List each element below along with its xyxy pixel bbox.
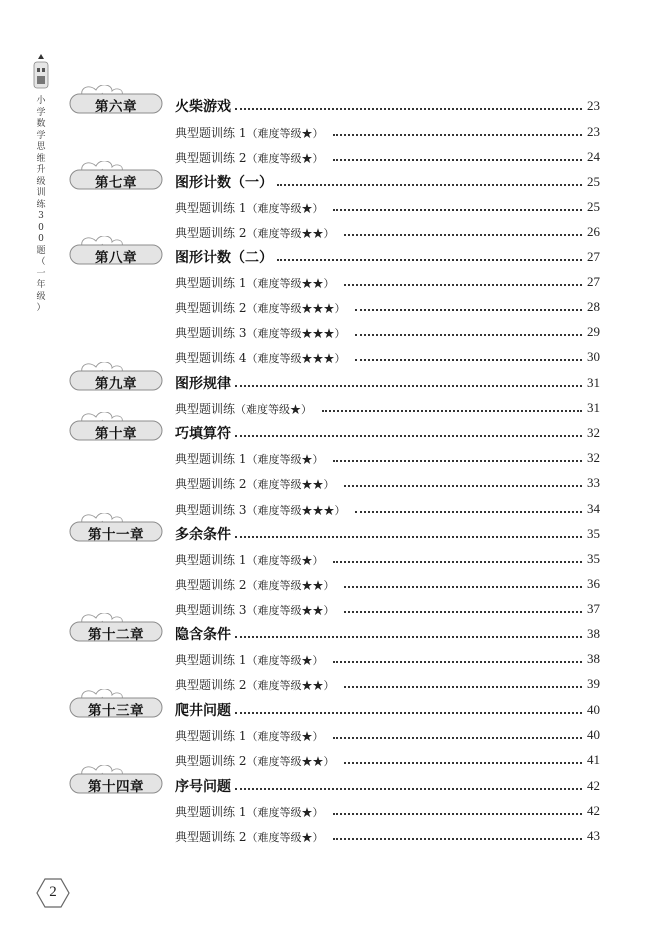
page-number: 2 [49, 884, 57, 900]
section-entry[interactable] [175, 751, 600, 769]
difficulty-rating: （难度等级★★★） [246, 301, 346, 315]
chapter-page: 31 [587, 375, 600, 390]
difficulty-rating: （难度等级★） [246, 729, 324, 743]
chapter-page: 25 [587, 174, 600, 189]
chapter-entry[interactable] [175, 701, 600, 719]
section-title: 典型题训练 2 [175, 753, 247, 768]
chapter-number: 第十三章 [88, 703, 144, 719]
section-entry[interactable] [175, 123, 600, 141]
chapter-number: 第十四章 [88, 779, 144, 795]
difficulty-rating: （难度等级★★★） [246, 351, 346, 365]
section-page: 30 [587, 349, 600, 364]
difficulty-rating: （难度等级★★★） [246, 326, 346, 340]
chapter-title: 巧填算符 [175, 426, 231, 442]
section-title: 典型题训练 2 [175, 829, 247, 844]
section-page: 24 [587, 149, 600, 164]
page-number-badge [36, 878, 70, 908]
section-page: 41 [587, 752, 600, 767]
dot-leader [235, 536, 582, 538]
dot-leader [333, 661, 582, 663]
difficulty-rating: （难度等级★★★） [246, 503, 346, 517]
section-page: 28 [587, 299, 600, 314]
chapter-badge [68, 85, 164, 115]
dot-leader [333, 209, 582, 211]
section-page: 27 [587, 274, 600, 289]
dot-leader [344, 611, 582, 613]
section-title: 典型题训练 1 [175, 552, 247, 567]
section-entry[interactable] [175, 575, 600, 593]
dot-leader [344, 686, 582, 688]
section-page: 36 [587, 576, 600, 591]
section-page: 40 [587, 727, 600, 742]
section-title: 典型题训练 1 [175, 451, 247, 466]
section-title: 典型题训练 1 [175, 804, 247, 819]
dot-leader [235, 788, 582, 790]
section-entry[interactable] [175, 827, 600, 845]
chapter-entry[interactable] [175, 525, 600, 543]
series-title: 小 学 数 学 思 维 升 级 训 练 3 0 0 题 （ 一 年 级 ） [36, 96, 46, 313]
difficulty-rating: （难度等级★） [235, 402, 313, 416]
section-page: 25 [587, 199, 600, 214]
section-entry[interactable] [175, 802, 600, 820]
section-entry[interactable] [175, 223, 600, 241]
section-page: 35 [587, 551, 600, 566]
chapter-number: 第六章 [95, 99, 137, 115]
section-entry[interactable] [175, 148, 600, 166]
difficulty-rating: （难度等级★） [246, 126, 324, 140]
chapter-title: 序号问题 [175, 779, 231, 795]
section-page: 33 [587, 475, 600, 490]
section-title: 典型题训练 3 [175, 602, 247, 617]
section-page: 43 [587, 828, 600, 843]
section-entry[interactable] [175, 449, 600, 467]
chapter-entry[interactable] [175, 424, 600, 442]
section-title: 典型题训练 2 [175, 577, 247, 592]
dot-leader [344, 586, 582, 588]
difficulty-rating: （难度等级★） [246, 151, 324, 165]
chapter-entry[interactable] [175, 625, 600, 643]
difficulty-rating: （难度等级★★） [246, 578, 335, 592]
dot-leader [277, 259, 582, 261]
chapter-title: 多余条件 [175, 527, 231, 543]
section-entry[interactable] [175, 273, 600, 291]
section-page: 39 [587, 676, 600, 691]
dot-leader [333, 737, 582, 739]
section-entry[interactable] [175, 550, 600, 568]
chapter-badge [68, 613, 164, 643]
section-entry[interactable] [175, 650, 600, 668]
dot-leader [333, 838, 582, 840]
section-entry[interactable] [175, 298, 600, 316]
chapter-entry[interactable] [175, 248, 600, 266]
section-title: 典型题训练 3 [175, 502, 247, 517]
section-title: 典型题训练 3 [175, 325, 247, 340]
chapter-badge [68, 689, 164, 719]
chapter-badge [68, 412, 164, 442]
series-logo-icon [33, 54, 49, 92]
difficulty-rating: （难度等级★★） [246, 477, 335, 491]
section-title: 典型题训练 1 [175, 275, 247, 290]
section-title: 典型题训练 2 [175, 150, 247, 165]
section-title: 典型题训练 1 [175, 125, 247, 140]
chapter-number: 第十一章 [88, 527, 144, 543]
dot-leader [355, 359, 582, 361]
difficulty-rating: （难度等级★） [246, 830, 324, 844]
section-title: 典型题训练 1 [175, 652, 247, 667]
difficulty-rating: （难度等级★★） [246, 754, 335, 768]
section-title: 典型题训练 2 [175, 300, 247, 315]
chapter-page: 40 [587, 702, 600, 717]
difficulty-rating: （难度等级★★） [246, 603, 335, 617]
section-page: 38 [587, 651, 600, 666]
dot-leader [344, 234, 582, 236]
dot-leader [235, 108, 582, 110]
section-entry[interactable] [175, 198, 600, 216]
section-title: 典型题训练 2 [175, 677, 247, 692]
section-page: 26 [587, 224, 600, 239]
chapter-page: 23 [587, 98, 600, 113]
chapter-title: 图形计数（二） [175, 250, 273, 266]
dot-leader [277, 184, 582, 186]
dot-leader [235, 636, 582, 638]
chapter-title: 图形计数（一） [175, 175, 273, 191]
chapter-entry[interactable] [175, 374, 600, 392]
section-page: 29 [587, 324, 600, 339]
section-entry[interactable] [175, 675, 600, 693]
difficulty-rating: （难度等级★★） [246, 276, 335, 290]
difficulty-rating: （难度等级★） [246, 653, 324, 667]
section-entry[interactable] [175, 500, 600, 518]
dot-leader [333, 813, 582, 815]
dot-leader [355, 309, 582, 311]
dot-leader [235, 435, 582, 437]
chapter-number: 第十二章 [88, 627, 144, 643]
dot-leader [333, 561, 582, 563]
chapter-page: 27 [587, 249, 600, 264]
dot-leader [344, 284, 582, 286]
section-page: 31 [587, 400, 600, 415]
dot-leader [344, 762, 582, 764]
section-page: 42 [587, 803, 600, 818]
chapter-page: 38 [587, 626, 600, 641]
dot-leader [344, 485, 582, 487]
dot-leader [333, 460, 582, 462]
chapter-number: 第九章 [95, 376, 137, 392]
chapter-title: 爬井问题 [175, 703, 231, 719]
chapter-entry[interactable] [175, 97, 600, 115]
section-entry[interactable] [175, 323, 600, 341]
chapter-badge [68, 362, 164, 392]
chapter-badge [68, 161, 164, 191]
difficulty-rating: （难度等级★★） [246, 678, 335, 692]
section-title: 典型题训练 [175, 401, 236, 416]
section-entry[interactable] [175, 474, 600, 492]
section-entry[interactable] [175, 600, 600, 618]
chapter-page: 32 [587, 425, 600, 440]
difficulty-rating: （难度等级★） [246, 805, 324, 819]
chapter-number: 第七章 [95, 175, 137, 191]
difficulty-rating: （难度等级★） [246, 452, 324, 466]
section-entry[interactable] [175, 348, 600, 366]
chapter-number: 第八章 [95, 250, 137, 266]
section-page: 37 [587, 601, 600, 616]
section-page: 23 [587, 124, 600, 139]
chapter-number: 第十章 [95, 426, 137, 442]
section-title: 典型题训练 4 [175, 350, 247, 365]
section-page: 34 [587, 501, 600, 516]
section-title: 典型题训练 2 [175, 225, 247, 240]
chapter-page: 42 [587, 778, 600, 793]
section-page: 32 [587, 450, 600, 465]
chapter-title: 隐含条件 [175, 627, 231, 643]
section-title: 典型题训练 2 [175, 476, 247, 491]
difficulty-rating: （难度等级★） [246, 201, 324, 215]
dot-leader [235, 712, 582, 714]
chapter-entry[interactable] [175, 173, 600, 191]
difficulty-rating: （难度等级★） [246, 553, 324, 567]
dot-leader [322, 410, 582, 412]
chapter-entry[interactable] [175, 777, 600, 795]
chapter-badge [68, 236, 164, 266]
dot-leader [333, 134, 582, 136]
dot-leader [355, 334, 582, 336]
section-title: 典型题训练 1 [175, 200, 247, 215]
section-title: 典型题训练 1 [175, 728, 247, 743]
dot-leader [235, 385, 582, 387]
chapter-page: 35 [587, 526, 600, 541]
dot-leader [333, 159, 582, 161]
section-entry[interactable] [175, 399, 600, 417]
chapter-badge [68, 513, 164, 543]
dot-leader [355, 511, 582, 513]
chapter-title: 火柴游戏 [175, 99, 231, 115]
chapter-badge [68, 765, 164, 795]
chapter-title: 图形规律 [175, 376, 231, 392]
section-entry[interactable] [175, 726, 600, 744]
difficulty-rating: （难度等级★★） [246, 226, 335, 240]
